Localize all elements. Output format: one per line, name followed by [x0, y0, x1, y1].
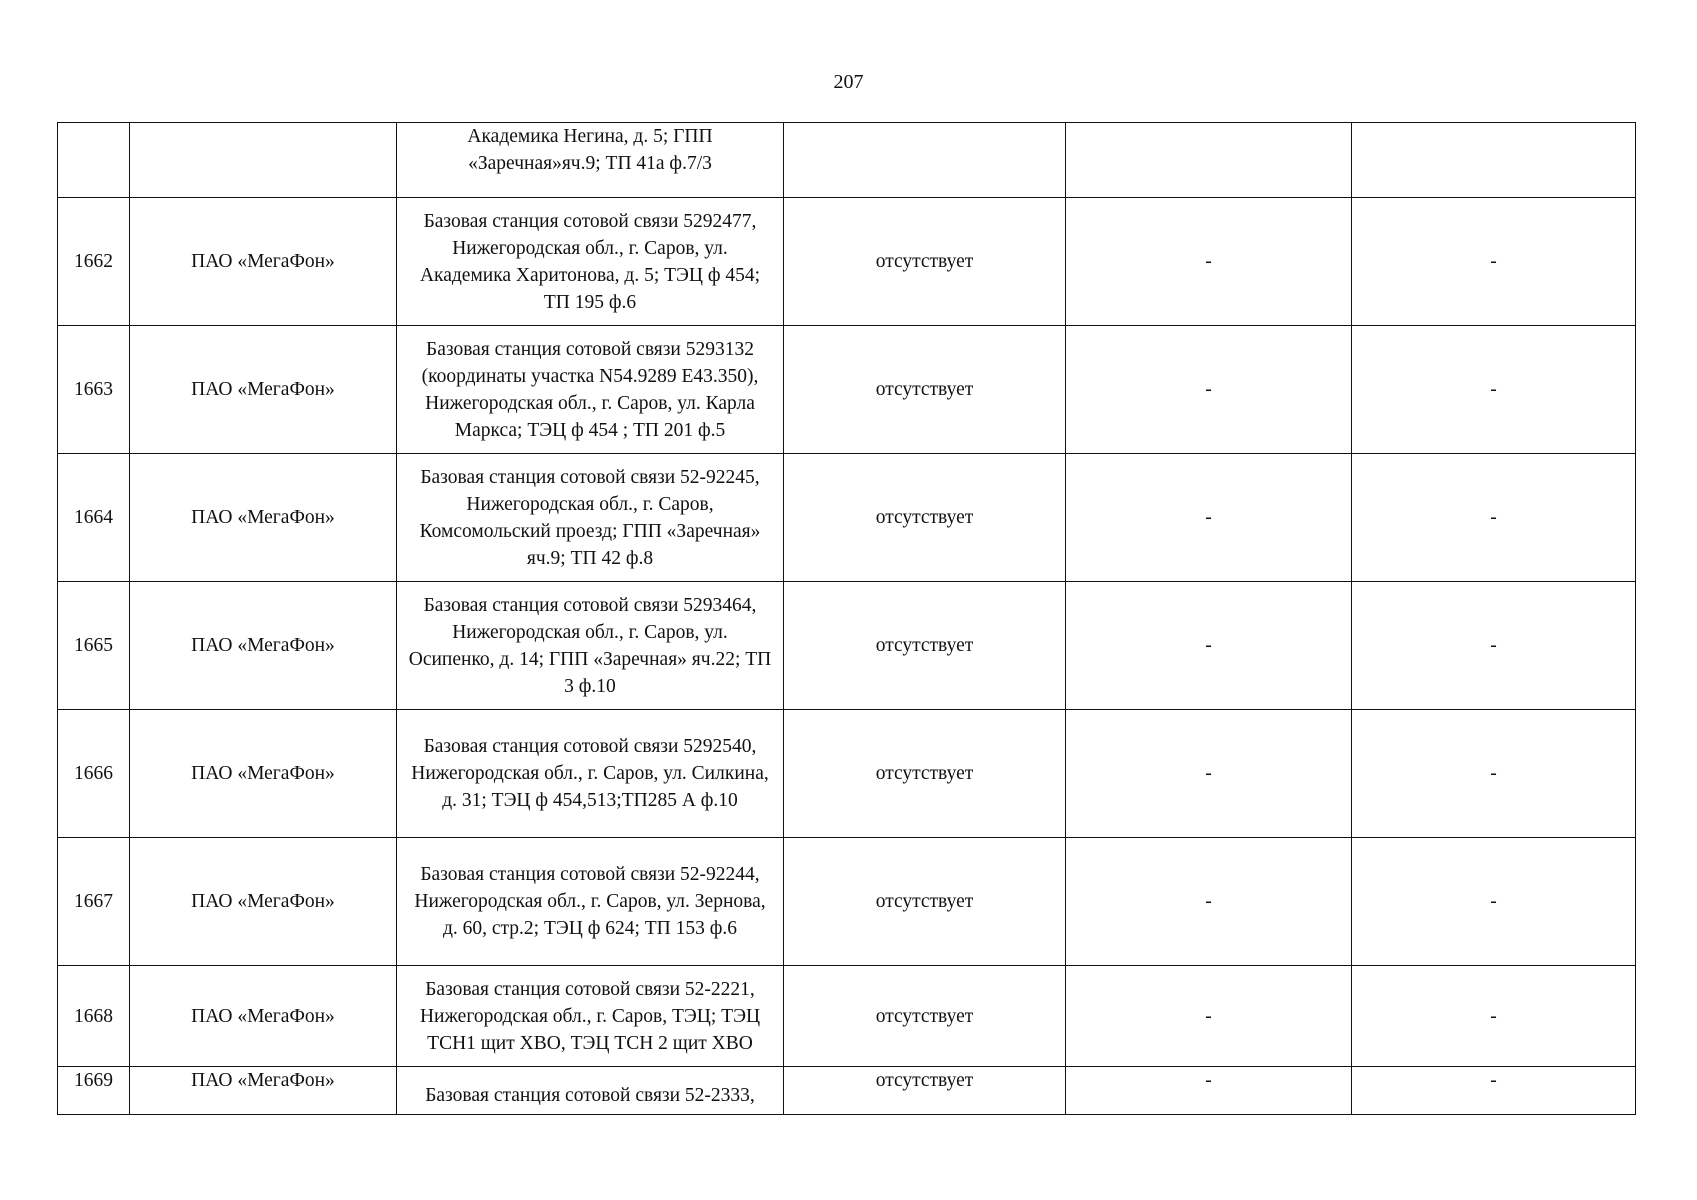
cell-description: Базовая станция сотовой связи 52-92245, Нижегородская обл., г. Саров, Комсомольский проезд; ГПП «Заречная» яч.9; ТП 42 ф.8 [397, 454, 784, 582]
cell-description: Базовая станция сотовой связи 52-2333, [397, 1067, 784, 1115]
cell-col6: - [1352, 198, 1636, 326]
cell-owner: ПАО «МегаФон» [130, 582, 397, 710]
cell-num: 1663 [58, 326, 130, 454]
cell-status: отсутствует [784, 454, 1066, 582]
cell-owner: ПАО «МегаФон» [130, 454, 397, 582]
table-row [58, 1067, 1636, 1115]
table-row [58, 582, 1636, 710]
cell-col5: - [1066, 454, 1352, 582]
cell-col6 [1352, 123, 1636, 198]
cell-owner: ПАО «МегаФон» [130, 838, 397, 966]
cell-num: 1667 [58, 838, 130, 966]
cell-owner: ПАО «МегаФон» [130, 326, 397, 454]
cell-col5: - [1066, 710, 1352, 838]
cell-col5: - [1066, 198, 1352, 326]
cell-description: Базовая станция сотовой связи 5293464, Нижегородская обл., г. Саров, ул. Осипенко, д. 14; ГПП «Заречная» яч.22; ТП 3 ф.10 [397, 582, 784, 710]
cell-owner [130, 123, 397, 198]
table-row [58, 710, 1636, 838]
cell-description: Базовая станция сотовой связи 5293132 (координаты участка N54.9289 E43.350), Нижегородская обл., г. Саров, ул. Карла Маркса; ТЭЦ ф 454 ; ТП 201 ф.5 [397, 326, 784, 454]
table-row [58, 966, 1636, 1067]
cell-num: 1668 [58, 966, 130, 1067]
table-row-continuation [58, 123, 1636, 198]
cell-col5: - [1066, 1067, 1352, 1115]
cell-col6: - [1352, 966, 1636, 1067]
cell-num: 1666 [58, 710, 130, 838]
cell-owner: ПАО «МегаФон» [130, 198, 397, 326]
cell-status: отсутствует [784, 1067, 1066, 1115]
cell-description: Базовая станция сотовой связи 52-2221, Нижегородская обл., г. Саров, ТЭЦ; ТЭЦ ТСН1 щит ХВО, ТЭЦ ТСН 2 щит ХВО [397, 966, 784, 1067]
cell-num: 1662 [58, 198, 130, 326]
cell-num: 1669 [58, 1067, 130, 1115]
cell-status: отсутствует [784, 326, 1066, 454]
cell-col5: - [1066, 582, 1352, 710]
cell-description: Академика Негина, д. 5; ГПП «Заречная»яч.9; ТП 41а ф.7/3 [397, 123, 784, 198]
cell-description: Базовая станция сотовой связи 5292477, Нижегородская обл., г. Саров, ул. Академика Харитонова, д. 5; ТЭЦ ф 454; ТП 195 ф.6 [397, 198, 784, 326]
table-row [58, 838, 1636, 966]
cell-num: 1664 [58, 454, 130, 582]
cell-owner: ПАО «МегаФон» [130, 966, 397, 1067]
cell-col5: - [1066, 966, 1352, 1067]
cell-col5 [1066, 123, 1352, 198]
registry-table [57, 122, 1636, 1115]
cell-status: отсутствует [784, 582, 1066, 710]
cell-status [784, 123, 1066, 198]
cell-col6: - [1352, 454, 1636, 582]
cell-col6: - [1352, 1067, 1636, 1115]
cell-owner: ПАО «МегаФон» [130, 1067, 397, 1115]
cell-status: отсутствует [784, 198, 1066, 326]
cell-status: отсутствует [784, 838, 1066, 966]
cell-col5: - [1066, 326, 1352, 454]
cell-owner: ПАО «МегаФон» [130, 710, 397, 838]
cell-col6: - [1352, 838, 1636, 966]
table-row [58, 198, 1636, 326]
cell-col5: - [1066, 838, 1352, 966]
table-row [58, 326, 1636, 454]
cell-description: Базовая станция сотовой связи 52-92244, Нижегородская обл., г. Саров, ул. Зернова, д. 60, стр.2; ТЭЦ ф 624; ТП 153 ф.6 [397, 838, 784, 966]
cell-col6: - [1352, 326, 1636, 454]
cell-col6: - [1352, 710, 1636, 838]
cell-col6: - [1352, 582, 1636, 710]
cell-num [58, 123, 130, 198]
cell-description: Базовая станция сотовой связи 5292540, Нижегородская обл., г. Саров, ул. Силкина, д. 31; ТЭЦ ф 454,513;ТП285 А ф.10 [397, 710, 784, 838]
table-row [58, 454, 1636, 582]
page-number: 207 [833, 71, 864, 93]
cell-num: 1665 [58, 582, 130, 710]
cell-status: отсутствует [784, 966, 1066, 1067]
cell-status: отсутствует [784, 710, 1066, 838]
